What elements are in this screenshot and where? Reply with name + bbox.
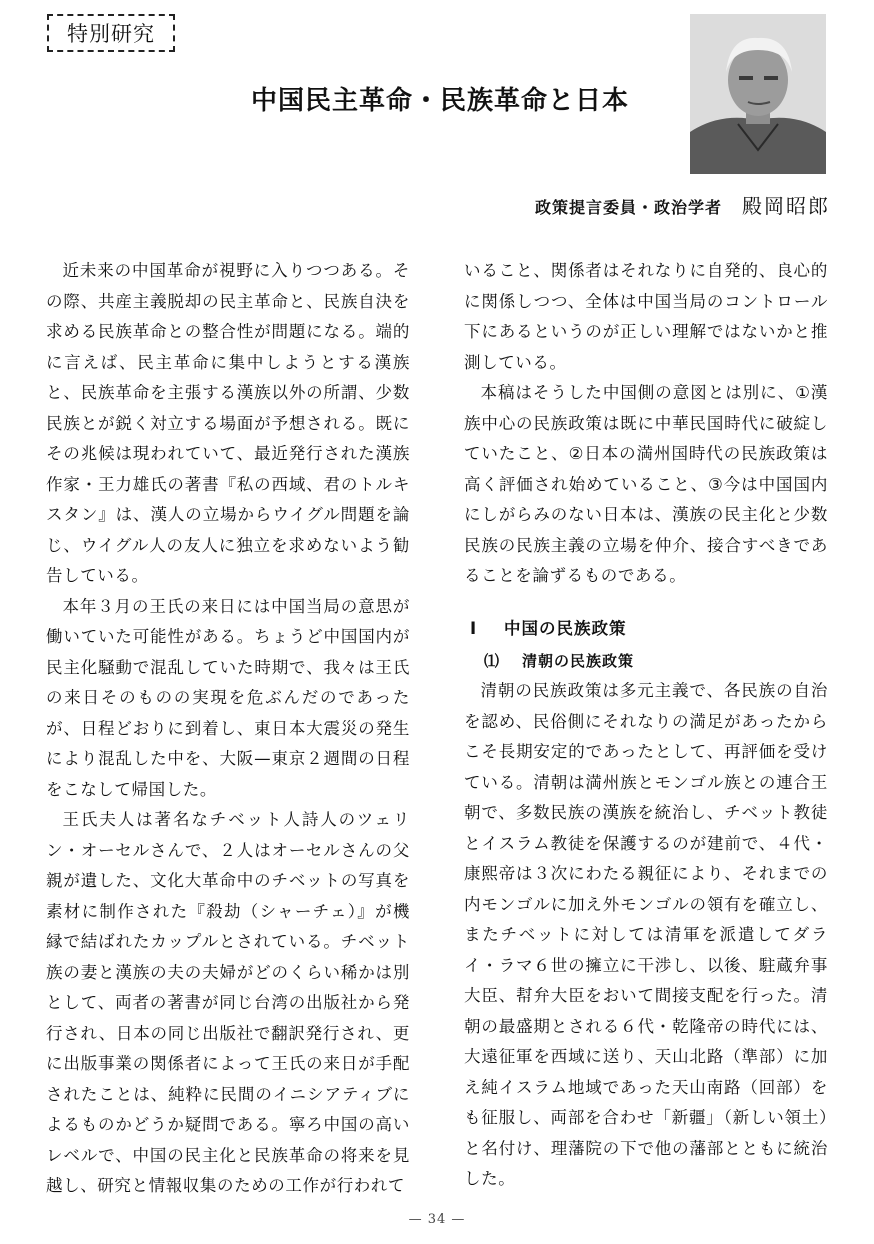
author-photo	[690, 14, 826, 174]
author-line	[470, 190, 830, 219]
author-portrait-image	[690, 14, 826, 174]
right-column	[464, 256, 828, 1195]
section-number: Ⅰ	[470, 618, 478, 638]
body-paragraph: 清朝の民族政策は多元主義で、各民族の自治を認め、民俗側にそれなりの満足があったからこそ長期安定的であったとして、再評価を受けている。清朝は満州族とモンゴル族との連合王朝で、多数民族の漢族を統治し、チベット教徒とイスラム教徒を保護するのが建前で、４代・康熙帝は３次にわたる親征により、それまでの内モンゴルに加え外モンゴルの領有を確立し、またチベットに対しては清軍を派遣してダライ・ラマ６世の擁立に干渉し、以後、駐蔵弁事大臣、幇弁大臣をおいて間接支配を行った。清朝の最盛期とされる６代・乾隆帝の時代には、大遠征軍を西域に送り、天山北路（準部）に加え純イスラム地域であった天山南路（回部）をも征服し、両部を合わせ「新疆」（新しい領土）と名付け、理藩院の下で他の藩部とともに統治した。	[464, 681, 828, 1188]
body-paragraph: 本年３月の王氏の来日には中国当局の意思が働いていた可能性がある。ちょうど中国国内が民主化騒動で混乱していた時期で、我々は王氏の来日そのものの実現を危ぶんだのであったが、日程どおりに到着し、東日本大震災の発生により混乱した中を、大阪—東京２週間の日程をこなして帰国した。	[46, 596, 410, 799]
author-role: 政策提言委員・政治学者	[534, 198, 722, 217]
author-name: 殿岡昭郎	[742, 194, 830, 218]
section-heading	[470, 614, 828, 645]
article-title: 中国民主革命・民族革命と日本	[250, 86, 629, 116]
subsection-number: ⑴	[484, 652, 501, 670]
left-column	[46, 256, 410, 1202]
body-paragraph: いること、関係者はそれなりに自発的、良心的に関係しつつ、全体は中国当局のコントロール下にあるというのが正しい理解ではないかと推測している。	[464, 261, 828, 372]
body-paragraph: 本稿はそうした中国側の意図とは別に、①漢族中心の民族政策は既に中華民国時代に破綻していたこと、②日本の満州国時代の民族政策は高く評価され始めていること、③今は中国国内にしがらみのない日本は、漢族の民主化と少数民族の民族主義の立場を仲介、接合すべきであることを論ずるものである。	[464, 383, 828, 585]
category-tag	[47, 14, 175, 52]
page-number: — 34 —	[408, 1212, 466, 1227]
body-paragraph: 近未来の中国革命が視野に入りつつある。その際、共産主義脱却の民主革命と、民族自決を求める民族革命との整合性が問題になる。端的に言えば、民主革命に集中しようとする漢族と、民族革命を主張する漢族以外の所謂、少数民族とが鋭く対立する場面が予想される。既にその兆候は現われていて、最近発行された漢族作家・王力雄氏の著書『私の西域、君のトルキスタン』は、漢人の立場からウイグル問題を論じ、ウイグル人の友人に独立を求めないよう勧告している。	[46, 261, 410, 585]
section-title: 中国の民族政策	[504, 618, 627, 638]
body-paragraph: 王氏夫人は著名なチベット人詩人のツェリン・オーセルさんで、２人はオーセルさんの父親が遺した、文化大革命中のチベットの写真を素材に制作された『殺劫（シャーチェ）』が機縁で結ばれたカップルとされている。チベット族の妻と漢族の夫の夫婦がどのくらい稀かは別として、両者の著書が同じ台湾の出版社から発行され、日本の同じ出版社で翻訳発行され、更に出版事業の関係者によって王氏の来日が手配されたことは、純粋に民間のイニシアティブによるものかどうか疑問である。寧ろ中国の高いレベルで、中国の民主化と民族革命の将来を見越し、研究と情報収集のための工作が行われて	[46, 810, 410, 1195]
subsection-heading	[484, 646, 828, 676]
category-tag-label: 特別研究	[67, 22, 155, 46]
subsection-title: 清朝の民族政策	[522, 652, 635, 670]
